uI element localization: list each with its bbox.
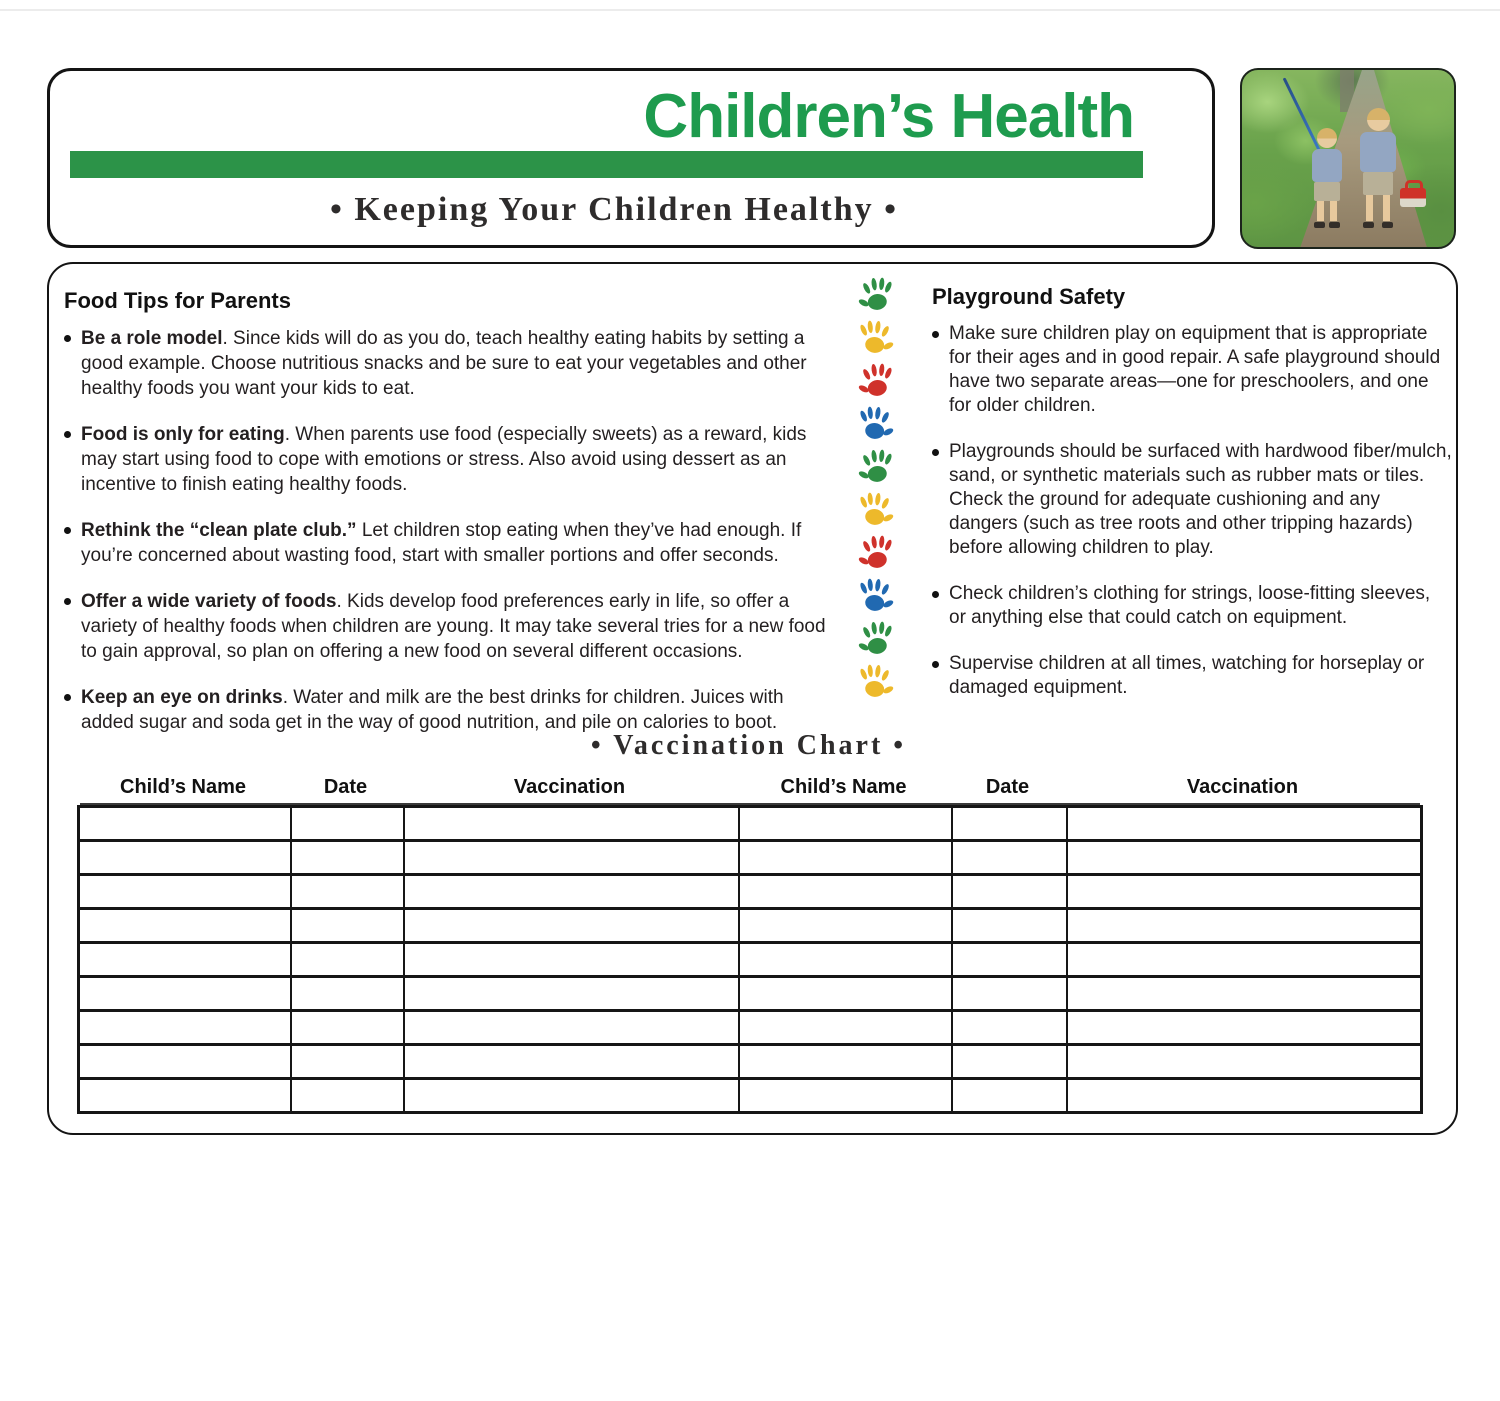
vaccination-table-cell [79,807,291,841]
vaccination-table-cell [404,1011,739,1045]
handprint-icon [854,531,898,575]
vaccination-table-row [79,943,1422,977]
vaccination-table-cell [404,943,739,977]
vaccination-table-cell [739,1011,952,1045]
photo-boy-head [1317,128,1337,148]
vaccination-table-cell [739,977,952,1011]
vaccination-table-cell [291,1045,404,1079]
food-tips-section [64,288,836,756]
photo-boy-shirt [1312,149,1342,182]
photo-red-tackle-box [1400,188,1426,207]
vaccination-table-cell [404,841,739,875]
vaccination-table-row [79,807,1422,841]
food-tip-item: Be a role model. Since kids will do as you do, teach healthy eating habits by setting a good example. Choose nutritious snacks and be sure to eat your vegetables and other healthy foods you want your kids to eat. [64,326,836,401]
vaccination-table-cell [1067,943,1422,977]
page-title: Children’s Health [643,82,1134,151]
vaccination-table-cell [952,1045,1067,1079]
photo-boy-shirt [1360,132,1396,172]
vaccination-table-cell [739,1079,952,1113]
handprint-icon [854,488,898,532]
playground-safety-list [932,322,1452,700]
playground-safety-section [932,284,1452,722]
vaccination-table-cell [739,943,952,977]
food-tip-item: Rethink the “clean plate club.” Let children stop eating when they’ve had enough. If you’re concerned about wasting food, start with smaller portions and offer seconds. [64,518,836,568]
handprint-icon [854,445,898,489]
food-tips-list [64,326,836,735]
playground-safety-item: Make sure children play on equipment that is appropriate for their ages and in good repair. A safe playground should have two separate areas—one for preschoolers, and one for older children. [932,322,1452,418]
vaccination-column-header: Child’s Name [780,776,907,798]
vaccination-column-header: Vaccination [1186,776,1299,798]
vaccination-table-cell [79,875,291,909]
vaccination-table-cell [1067,1011,1422,1045]
vaccination-column-header: Vaccination [513,776,626,798]
vaccination-table-cell [1067,841,1422,875]
vaccination-table-cell [291,875,404,909]
vaccination-table-row [79,1079,1422,1113]
handprint-icon-column [847,276,905,701]
vaccination-table-cell [291,977,404,1011]
photo-small-boy [1310,128,1344,228]
vaccination-table-cell [79,1045,291,1079]
photo-big-boy [1358,108,1398,228]
handprint-icon [854,617,898,661]
vaccination-column-header: Child’s Name [120,776,246,798]
vaccination-table-cell [1067,909,1422,943]
page-top-rule [0,9,1500,11]
vaccination-chart-title: • Vaccination Chart • [590,730,907,761]
photo-boy-shorts [1314,182,1340,201]
vaccination-table-cell [952,977,1067,1011]
vaccination-table-row [79,875,1422,909]
header-tagline: • Keeping Your Children Healthy • [329,191,899,228]
vaccination-table-cell [739,807,952,841]
vaccination-table-cell [1067,1045,1422,1079]
vaccination-table-cell [79,909,291,943]
vaccination-column-header: Date [323,776,368,798]
vaccination-table-cell [952,943,1067,977]
handprint-icon [854,273,898,317]
vaccination-table-cell [1067,807,1422,841]
food-tips-heading: Food Tips for Parents [64,288,291,313]
vaccination-table-row [79,1011,1422,1045]
vaccination-table-cell [404,1079,739,1113]
vaccination-table-cell [404,977,739,1011]
photo-boy-head [1367,108,1390,131]
vaccination-table-cell [404,875,739,909]
vaccination-table-cell [952,841,1067,875]
vaccination-table-cell [739,875,952,909]
vaccination-table-cell [739,841,952,875]
vaccination-table-cell [404,807,739,841]
handprint-icon [854,402,898,446]
vaccination-table-cell [291,1079,404,1113]
vaccination-table-row [79,909,1422,943]
vaccination-table-cell [952,909,1067,943]
vaccination-table-row [79,841,1422,875]
handprint-icon [854,574,898,618]
playground-safety-item: Check children’s clothing for strings, loose-fitting sleeves, or anything else that could catch on equipment. [932,582,1452,630]
vaccination-column-header: Date [985,776,1030,798]
vaccination-table-cell [291,841,404,875]
handprint-icon [854,316,898,360]
vaccination-table-cell [79,943,291,977]
vaccination-table-header-row [77,776,1420,799]
vaccination-table-cell [291,807,404,841]
vaccination-table-cell [1067,1079,1422,1113]
vaccination-table-cell [1067,875,1422,909]
vaccination-table-cell [79,1011,291,1045]
vaccination-table-cell [739,909,952,943]
vaccination-table-cell [952,1079,1067,1113]
content-panel [47,262,1458,1135]
playground-safety-heading: Playground Safety [932,284,1126,309]
vaccination-table [77,805,1423,1114]
photo-boy-shorts [1363,172,1393,195]
vaccination-table-cell [739,1045,952,1079]
vaccination-table-cell [79,841,291,875]
vaccination-table-cell [952,875,1067,909]
vaccination-table-cell [291,1011,404,1045]
playground-safety-item: Supervise children at all times, watching for horseplay or damaged equipment. [932,652,1452,700]
vaccination-table-cell [404,1045,739,1079]
food-tip-item: Keep an eye on drinks. Water and milk are the best drinks for children. Juices with added sugar and soda get in the way of good nutrition, and pile on calories to boot. [64,685,836,735]
vaccination-table-cell [952,807,1067,841]
vaccination-table-cell [79,1079,291,1113]
food-tip-item: Offer a wide variety of foods. Kids develop food preferences early in life, so offer a variety of healthy foods when children are young. It may take several tries for a new food to gain approval, so plan on offering a new food on several different occasions. [64,589,836,664]
header-green-bar [70,151,1143,178]
vaccination-table-cell [79,977,291,1011]
vaccination-table-row [79,977,1422,1011]
vaccination-table-cell [1067,977,1422,1011]
header-box [47,68,1215,248]
handprint-icon [854,359,898,403]
photo-two-boys-walking-path [1240,68,1456,249]
food-tip-item: Food is only for eating. When parents use food (especially sweets) as a reward, kids may start using food to cope with emotions or stress. Also avoid using dessert as an incentive to finish eating healthy foods. [64,422,836,497]
vaccination-table-cell [291,943,404,977]
vaccination-table-row [79,1045,1422,1079]
handprint-icon [854,660,898,704]
vaccination-table-cell [404,909,739,943]
vaccination-table-cell [291,909,404,943]
vaccination-table-cell [952,1011,1067,1045]
playground-safety-item: Playgrounds should be surfaced with hardwood fiber/mulch, sand, or synthetic materials such as rubber mats or tiles. Check the ground for adequate cushioning and any dangers (such as tree roots and other tripping hazards) before allowing children to play. [932,440,1452,560]
